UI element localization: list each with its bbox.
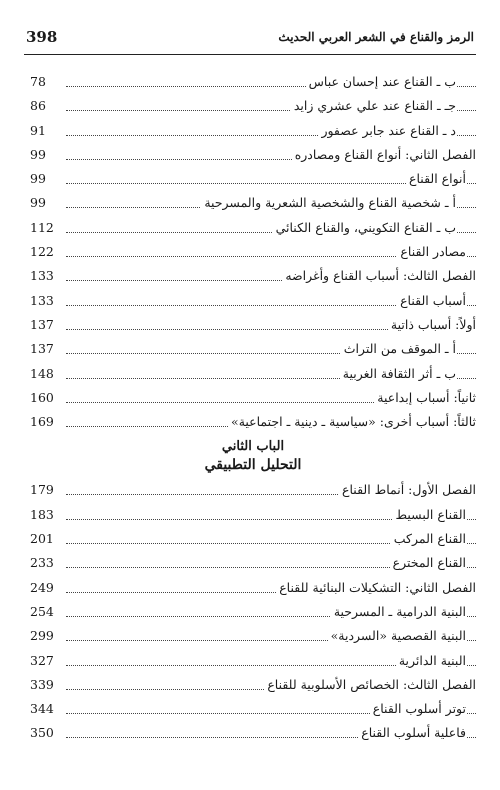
toc-entry-page: 112 bbox=[30, 219, 54, 235]
page-header bbox=[24, 26, 476, 55]
toc-entry bbox=[30, 601, 476, 625]
toc-entry bbox=[30, 411, 476, 435]
toc-entry-title: أسباب القناع bbox=[397, 293, 466, 308]
toc-entry-title: ب ـ أثر الثقافة الغربية bbox=[340, 366, 456, 381]
toc-entry bbox=[30, 698, 476, 722]
toc-entry bbox=[30, 504, 476, 528]
toc-entry-page: 183 bbox=[30, 506, 54, 522]
toc-entry-page: 299 bbox=[30, 628, 54, 644]
part-heading bbox=[30, 435, 476, 479]
toc-entry-title: الفصل الثاني: التشكيلات البنائية للقناع bbox=[276, 580, 476, 595]
toc-entry-page: 99 bbox=[30, 171, 46, 187]
toc-entry bbox=[30, 479, 476, 503]
toc-entry bbox=[30, 625, 476, 649]
toc-section-bottom bbox=[30, 479, 476, 746]
toc-entry-title: مصادر القناع bbox=[397, 244, 466, 259]
toc-entry-title: أولاً: أسباب ذاتية bbox=[388, 317, 476, 332]
toc-entry bbox=[30, 217, 476, 241]
toc-entry-title: د ـ القناع عند جابر عصفور bbox=[318, 123, 456, 138]
toc-entry-title: أ ـ الموقف من التراث bbox=[341, 341, 456, 356]
toc-entry bbox=[30, 650, 476, 674]
toc-entry bbox=[30, 168, 476, 192]
toc-entry-title: الفصل الأول: أنماط القناع bbox=[339, 482, 476, 497]
table-of-contents bbox=[30, 71, 476, 747]
toc-entry-title: الفصل الثالث: الخصائص الأسلوبية للقناع bbox=[264, 677, 476, 692]
toc-entry-page: 133 bbox=[30, 292, 54, 308]
toc-entry-title: توتر أسلوب القناع bbox=[370, 701, 466, 716]
toc-entry bbox=[30, 95, 476, 119]
part-title: التحليل التطبيقي bbox=[204, 457, 302, 474]
toc-entry bbox=[30, 577, 476, 601]
toc-entry-page: 169 bbox=[30, 414, 54, 430]
toc-entry-page: 350 bbox=[30, 725, 54, 741]
toc-entry-title: جـ ـ القناع عند علي عشري زايد bbox=[291, 98, 456, 113]
toc-entry bbox=[30, 722, 476, 746]
toc-entry bbox=[30, 192, 476, 216]
toc-entry bbox=[30, 674, 476, 698]
toc-entry-page: 339 bbox=[30, 676, 54, 692]
part-number: الباب الثاني bbox=[221, 439, 285, 455]
toc-entry bbox=[30, 338, 476, 362]
toc-entry-title: فاعلية أسلوب القناع bbox=[358, 725, 466, 740]
toc-entry-title: ثالثاً: أسباب أخرى: «سياسية ـ دينية ـ اجتماعية» bbox=[228, 414, 476, 429]
toc-entry bbox=[30, 528, 476, 552]
toc-entry-page: 137 bbox=[30, 341, 54, 357]
toc-entry-title: أ ـ شخصية القناع والشخصية الشعرية والمسرحية bbox=[201, 195, 456, 210]
toc-entry-page: 78 bbox=[30, 74, 46, 89]
toc-entry bbox=[30, 552, 476, 576]
toc-entry-page: 160 bbox=[30, 389, 54, 405]
toc-entry-page: 179 bbox=[30, 482, 54, 498]
toc-entry bbox=[30, 71, 476, 95]
toc-entry-title: البنية القصصية «السردية» bbox=[328, 628, 466, 643]
toc-entry-page: 86 bbox=[30, 98, 46, 114]
toc-entry-page: 133 bbox=[30, 268, 54, 284]
toc-entry-page: 201 bbox=[30, 531, 54, 547]
toc-entry-page: 148 bbox=[30, 365, 54, 381]
toc-entry-title: أنواع القناع bbox=[406, 171, 466, 186]
toc-entry-title: الفصل الثالث: أسباب القناع وأغراضه bbox=[282, 268, 476, 283]
toc-entry-page: 99 bbox=[30, 195, 46, 211]
page-number: 398 bbox=[26, 28, 58, 46]
toc-entry-title: ب ـ القناع التكويني، والقناع الكنائي bbox=[273, 220, 456, 235]
toc-entry bbox=[30, 363, 476, 387]
toc-entry-title: ب ـ القناع عند إحسان عباس bbox=[306, 74, 456, 89]
toc-entry-page: 327 bbox=[30, 652, 54, 668]
toc-entry-title: البنية الدرامية ـ المسرحية bbox=[331, 604, 466, 619]
running-title: الرمز والقناع في الشعر العربي الحديث bbox=[278, 30, 474, 44]
toc-entry-page: 122 bbox=[30, 244, 54, 260]
toc-entry bbox=[30, 314, 476, 338]
toc-entry-page: 344 bbox=[30, 701, 54, 717]
toc-section-top bbox=[30, 71, 476, 435]
toc-entry-title: البنية الدائرية bbox=[396, 653, 466, 668]
toc-entry bbox=[30, 144, 476, 168]
toc-entry bbox=[30, 120, 476, 144]
toc-entry-title: القناع المخترع bbox=[390, 555, 466, 570]
toc-entry-title: ثانياً: أسباب إبداعية bbox=[374, 390, 476, 405]
toc-entry bbox=[30, 241, 476, 265]
toc-entry-page: 233 bbox=[30, 555, 54, 571]
toc-entry-page: 91 bbox=[30, 122, 46, 138]
toc-entry bbox=[30, 387, 476, 411]
toc-entry-page: 254 bbox=[30, 603, 54, 619]
toc-entry-page: 137 bbox=[30, 316, 54, 332]
toc-entry-page: 249 bbox=[30, 579, 54, 595]
toc-entry-title: القناع البسيط bbox=[393, 507, 466, 522]
toc-entry-title: الفصل الثاني: أنواع القناع ومصادره bbox=[292, 147, 476, 162]
toc-entry bbox=[30, 290, 476, 314]
toc-entry-title: القناع المركب bbox=[391, 531, 466, 546]
toc-entry-page: 99 bbox=[30, 146, 46, 162]
toc-entry bbox=[30, 265, 476, 289]
